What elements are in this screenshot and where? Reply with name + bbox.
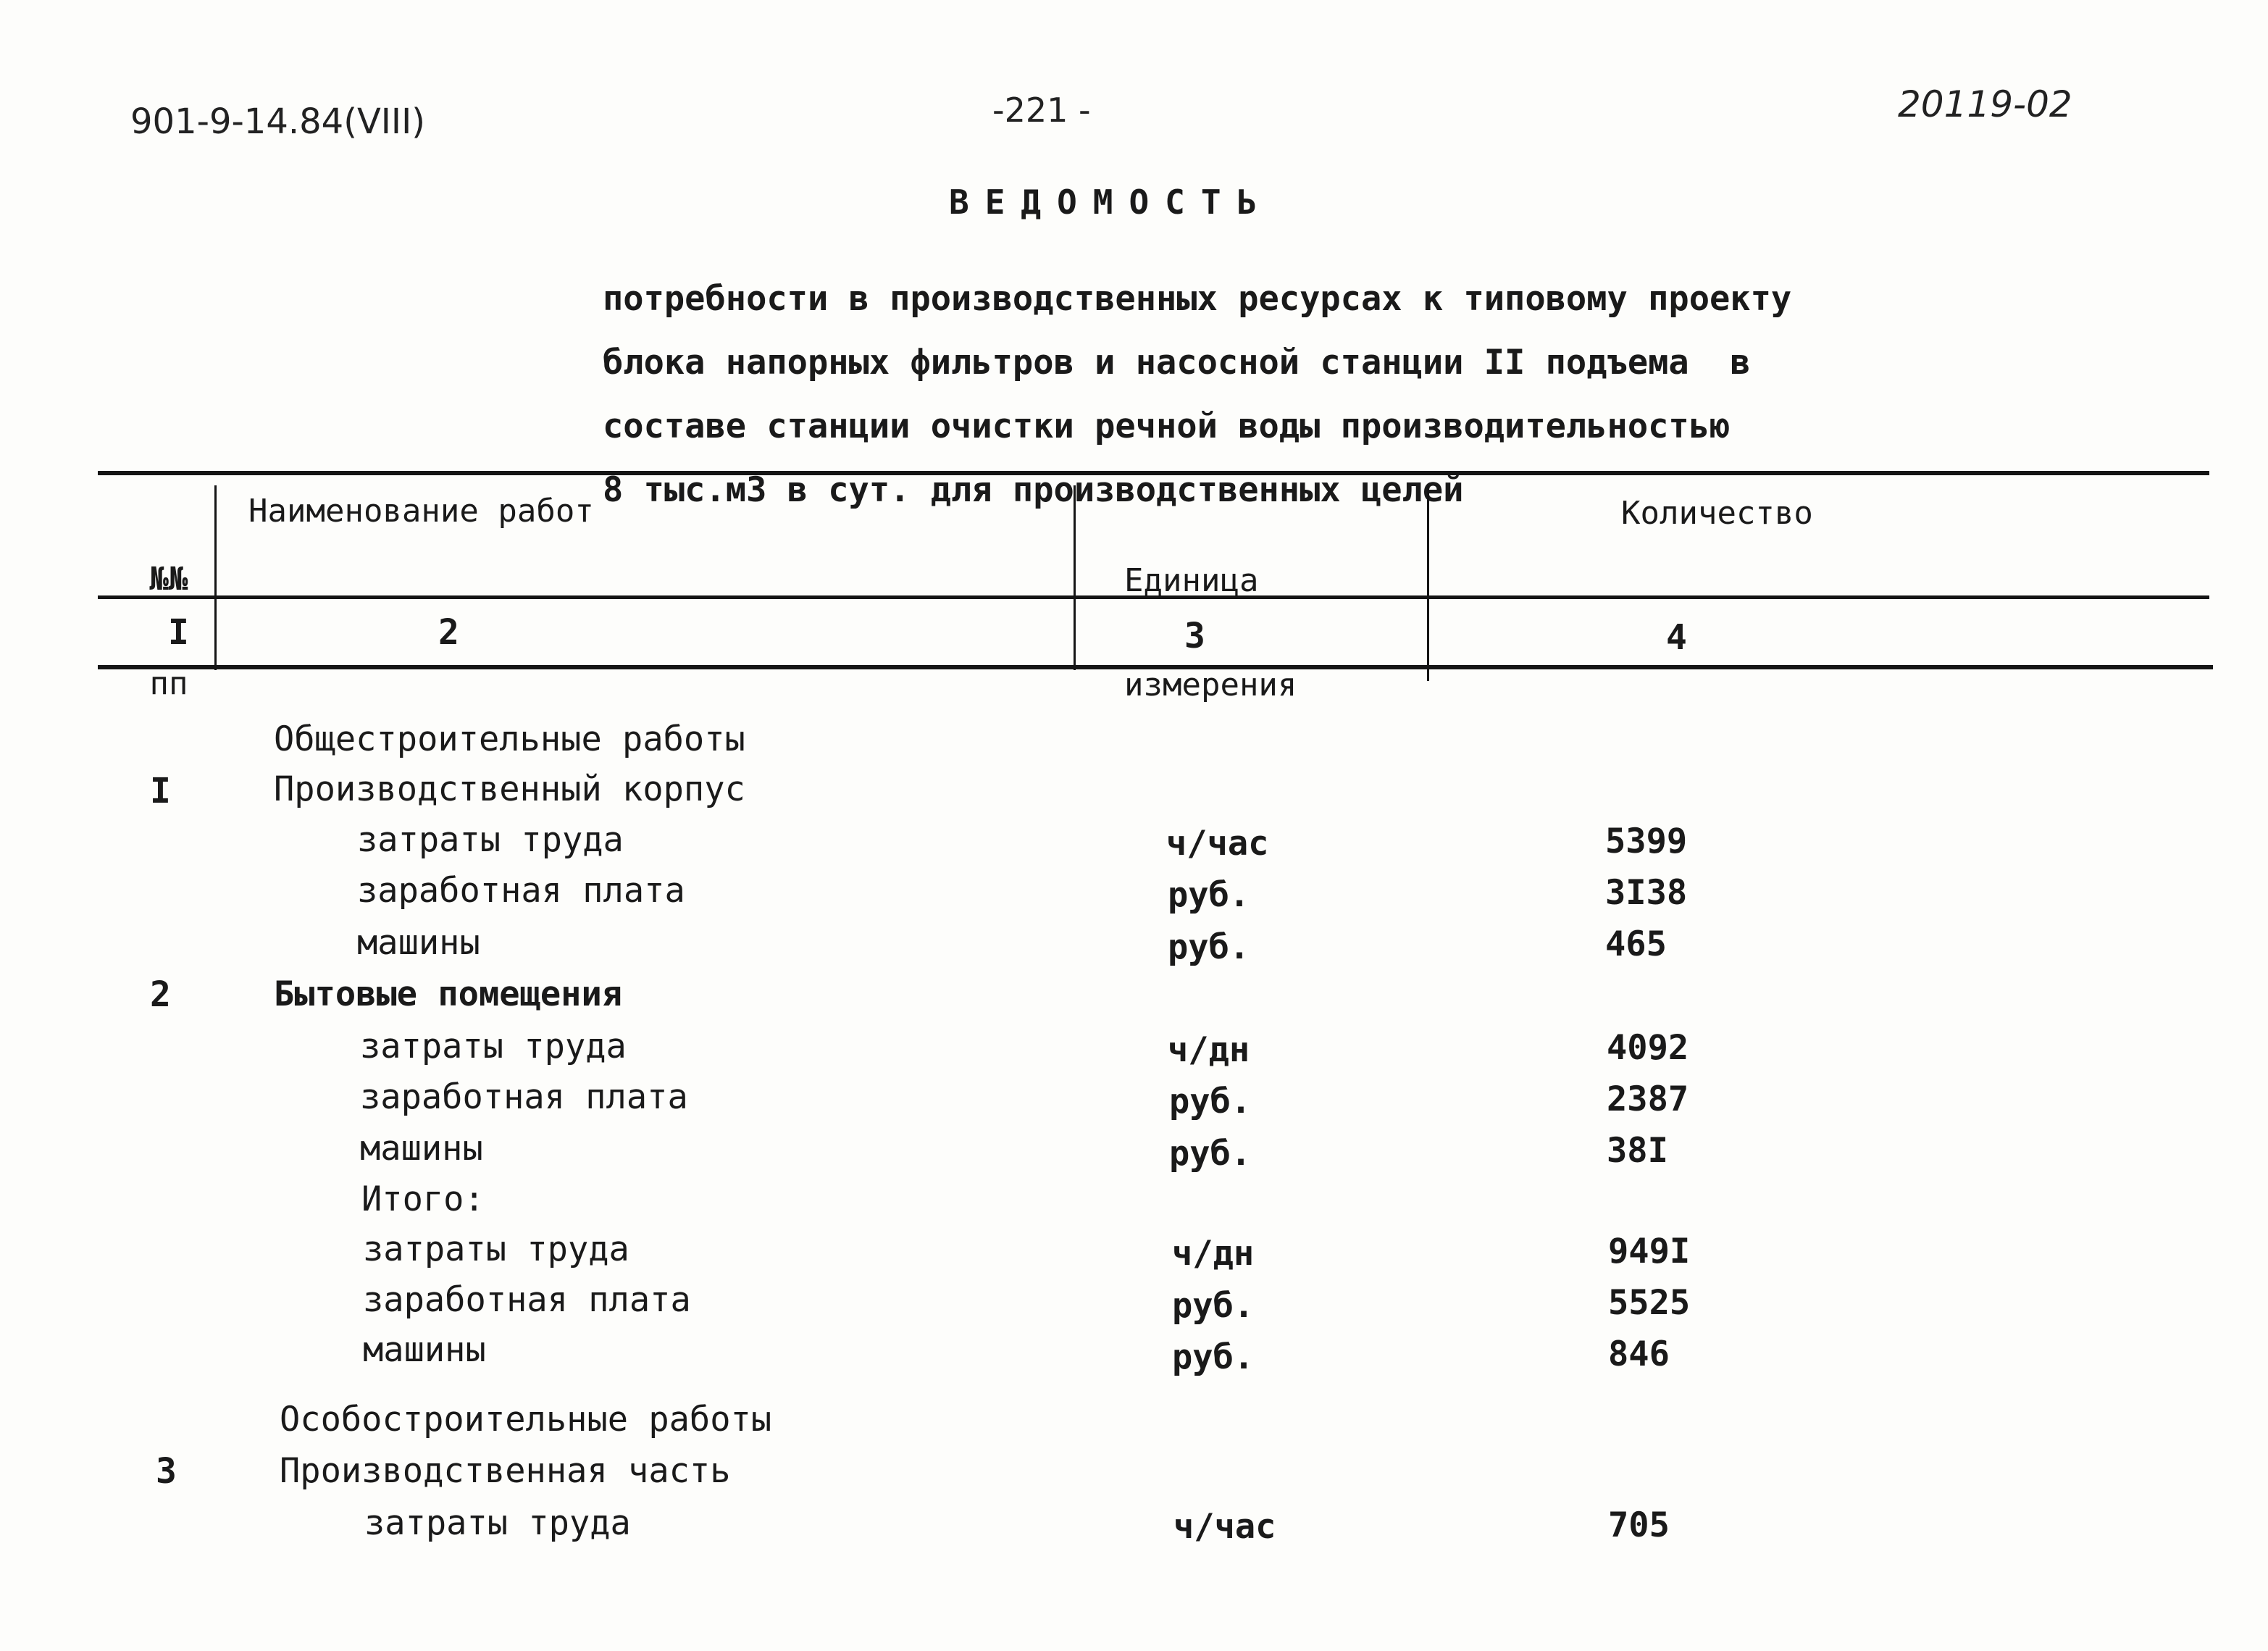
- document-code: 901-9-14.84(VIII): [130, 101, 425, 142]
- header-num-line: пп: [149, 665, 188, 702]
- row-qty: 5525: [1608, 1283, 1691, 1323]
- header-qty: Количество: [1621, 495, 1813, 532]
- document-title: ВЕДОМОСТЬ: [949, 183, 1273, 222]
- row-unit: ч/час: [1166, 824, 1269, 864]
- column-divider: [1427, 485, 1429, 681]
- row-number: 2: [150, 974, 171, 1015]
- row-unit: руб.: [1168, 927, 1250, 967]
- section-title: Особостроительные работы: [280, 1400, 772, 1439]
- column-number: 2: [438, 612, 459, 653]
- row-unit: руб.: [1169, 1082, 1252, 1121]
- row-name: машины: [360, 1129, 483, 1169]
- row-name: Производственная часть: [280, 1451, 731, 1491]
- header-unit-line: Единица: [1124, 562, 1259, 599]
- header-unit: [1124, 494, 1297, 772]
- row-name: заработная плата: [360, 1077, 688, 1117]
- header-num-line: №№: [149, 561, 188, 598]
- row-unit: ч/дн: [1168, 1030, 1250, 1070]
- page-number: -221 -: [992, 91, 1091, 130]
- total-label: Итого:: [361, 1179, 485, 1219]
- row-name: заработная плата: [357, 871, 685, 911]
- row-unit: ч/дн: [1172, 1234, 1255, 1274]
- row-name: машины: [357, 923, 480, 963]
- row-unit: ч/час: [1173, 1507, 1276, 1547]
- row-qty: 705: [1608, 1505, 1670, 1545]
- subtitle-line: блока напорных фильтров и насосной станции II подъема в: [603, 343, 1751, 383]
- row-name: затраты труда: [363, 1229, 629, 1269]
- row-unit: руб.: [1169, 1134, 1252, 1174]
- document-number: 20119-02: [1898, 83, 2072, 125]
- column-number: 3: [1184, 616, 1205, 656]
- row-name: Производственный корпус: [274, 769, 745, 809]
- row-name: заработная плата: [363, 1280, 691, 1320]
- row-number: 3: [156, 1451, 177, 1492]
- row-name: Бытовые помещения: [274, 974, 623, 1014]
- row-unit: руб.: [1172, 1286, 1255, 1326]
- row-number: I: [150, 771, 171, 811]
- row-qty: 846: [1608, 1334, 1670, 1374]
- row-qty: 949I: [1608, 1232, 1691, 1271]
- subtitle-line: потребности в производственных ресурсах к типовому проекту: [603, 279, 1792, 319]
- row-qty: 4092: [1607, 1028, 1689, 1068]
- row-qty: 3I38: [1605, 873, 1688, 913]
- row-name: затраты труда: [360, 1027, 627, 1066]
- header-name: Наименование работ: [248, 493, 594, 530]
- row-name: машины: [363, 1330, 486, 1370]
- column-divider: [1074, 485, 1076, 670]
- section-title: Общестроительные работы: [274, 719, 745, 759]
- column-number: 4: [1666, 617, 1687, 658]
- row-qty: 38I: [1607, 1131, 1668, 1171]
- header-unit-line: измерения: [1124, 666, 1297, 703]
- subtitle-line: 8 тыс.м3 в сут. для производственных целей: [603, 470, 1464, 510]
- subtitle-line: составе станции очистки речной воды производительностью: [603, 406, 1731, 446]
- column-number: I: [168, 612, 189, 653]
- row-qty: 5399: [1605, 822, 1688, 861]
- row-unit: руб.: [1168, 875, 1250, 915]
- row-unit: руб.: [1172, 1337, 1255, 1377]
- row-qty: 2387: [1607, 1079, 1689, 1119]
- row-qty: 465: [1605, 924, 1667, 964]
- table-top-rule: [98, 471, 2209, 475]
- row-name: затраты труда: [357, 820, 624, 860]
- row-name: затраты труда: [364, 1503, 631, 1543]
